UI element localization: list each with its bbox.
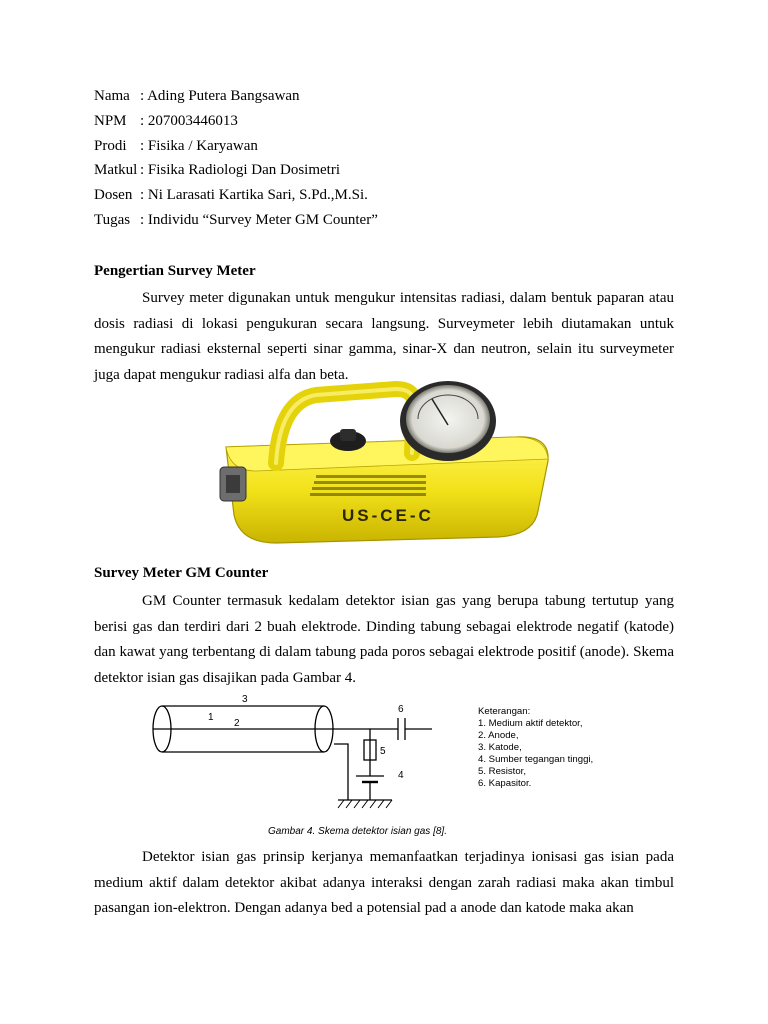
paragraph-gm-counter: GM Counter termasuk kedalam detektor isian gas yang berupa tabung tertutup yang berisi gas dan terdiri dari 2 buah elektrode. Dinding tabung sebagai elektrode negatif (katode) dan kawat yang terbentang di dalam tabung pada poros sebagai elektrode positif (anode). Skema detektor isian gas disajikan pada Gambar 4. bbox=[94, 593, 674, 686]
label-medium: 1 bbox=[208, 712, 214, 723]
label-capacitor: 6 bbox=[398, 704, 404, 715]
info-label: NPM bbox=[94, 112, 127, 129]
info-value: : Ading Putera Bangsawan bbox=[140, 88, 300, 104]
label-source: 4 bbox=[398, 770, 404, 781]
info-label: Dosen bbox=[94, 187, 133, 204]
info-label: Tugas bbox=[94, 211, 131, 228]
survey-meter-photo bbox=[216, 375, 552, 547]
legend-item: 2. Anode, bbox=[478, 730, 519, 741]
info-value: : Fisika Radiologi Dan Dosimetri bbox=[140, 162, 340, 179]
label-anode: 2 bbox=[234, 718, 240, 729]
info-label: Prodi bbox=[94, 137, 127, 154]
info-label: Matkul bbox=[94, 162, 138, 179]
info-value: : Ni Larasati Kartika Sari, S.Pd.,M.Si. bbox=[140, 187, 368, 204]
legend-item: 3. Katode, bbox=[478, 742, 522, 753]
section-heading-survey-meter: Pengertian Survey Meter bbox=[94, 263, 256, 279]
legend-item: 4. Sumber tegangan tinggi, bbox=[478, 754, 594, 765]
gas-detector-figure bbox=[148, 692, 628, 842]
paragraph-principle: Detektor isian gas prinsip kerjanya memanfaatkan terjadinya ionisasi gas isian pada medium aktif dalam detektor akibat adanya interaksi dengan zarah radiasi maka akan timbul pasangan ion-elektron. Dengan adanya bed a potensial pad a anode dan katode maka akan bbox=[94, 849, 674, 916]
legend-item: 1. Medium aktif detektor, bbox=[478, 718, 583, 729]
figure-caption: Gambar 4. Skema detektor isian gas [8]. bbox=[268, 826, 447, 837]
section-heading-gm-counter: Survey Meter GM Counter bbox=[94, 565, 269, 581]
paragraph-survey-meter: Survey meter digunakan untuk mengukur intensitas radiasi, dalam bentuk paparan atau dosis radiasi di lokasi pengukuran secara langsung. Surveymeter lebih diutamakan untuk mengukur radiasi eksternal seperti sinar gamma, sinar-X dan neutron, selain itu surveymeter juga dapat mengukur radiasi alfa dan beta. bbox=[94, 290, 674, 383]
info-label: Nama bbox=[94, 88, 130, 104]
label-resistor: 5 bbox=[380, 746, 386, 757]
device-label: US-CE-C bbox=[342, 506, 434, 525]
legend-item: 5. Resistor, bbox=[478, 766, 526, 777]
info-value: : Fisika / Karyawan bbox=[140, 137, 258, 154]
label-cathode: 3 bbox=[242, 694, 248, 705]
info-value: : Individu “Survey Meter GM Counter” bbox=[140, 211, 378, 228]
info-value: : 207003446013 bbox=[140, 112, 238, 129]
legend-item: 6. Kapasitor. bbox=[478, 778, 532, 789]
legend-title: Keterangan: bbox=[478, 706, 531, 717]
